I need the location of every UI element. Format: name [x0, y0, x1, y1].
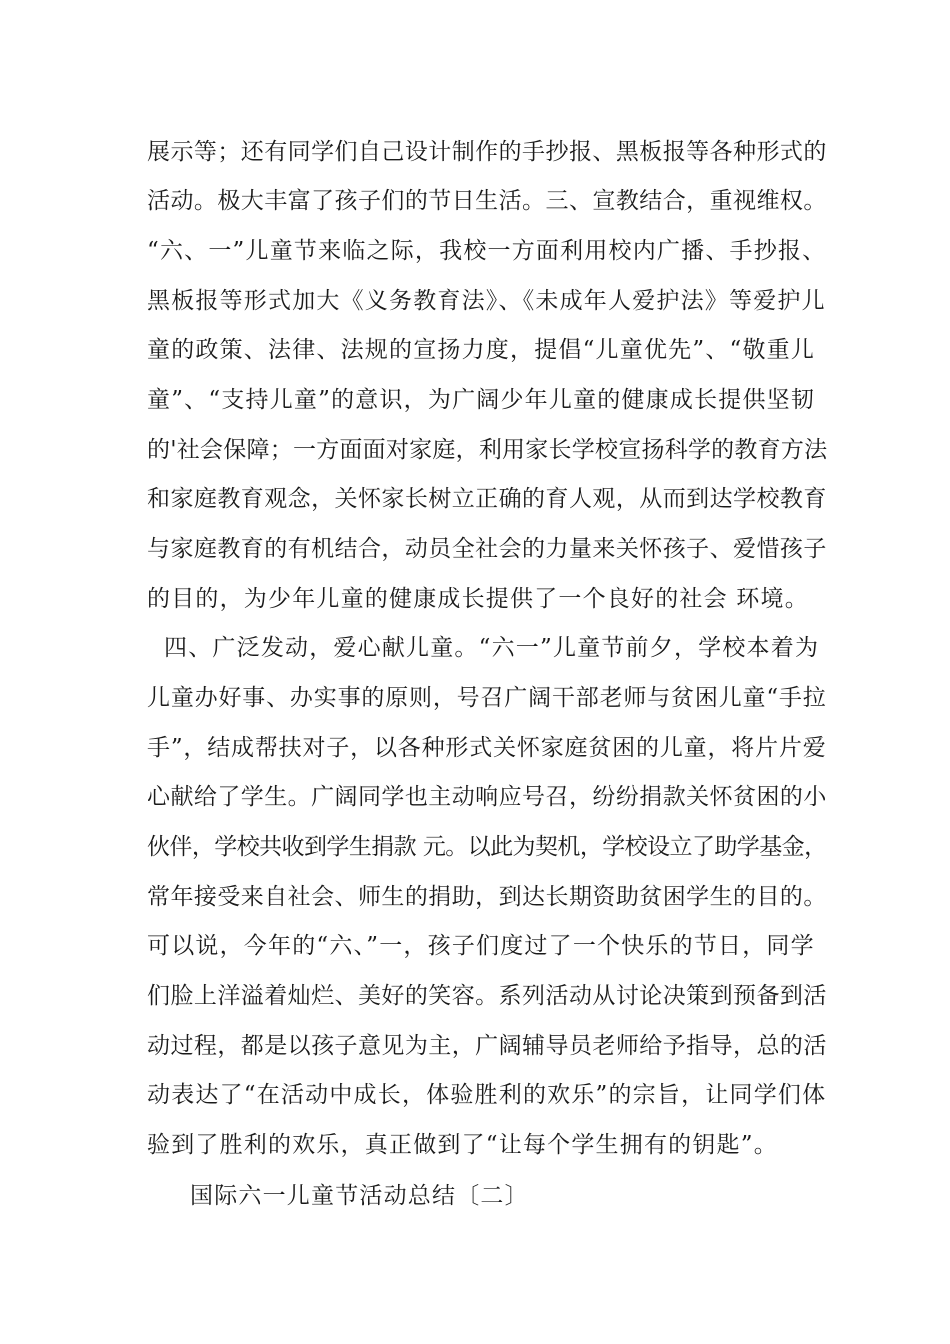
text-line: 验到了胜利的欢乐，真正做到了“让每个学生拥有的钥匙”。 [147, 1132, 778, 1158]
text-line: 可以说，今年的“六、”一，孩子们度过了一个快乐的节日，同学 [147, 933, 815, 959]
text-line: 常年接受来自社会、师生的捐助，到达长期资助贫困学生的目的。 [147, 884, 827, 910]
text-line: 手”，结成帮扶对子，以各种形式关怀家庭贫困的儿童，将片片爱 [147, 735, 827, 761]
text-line: 黑板报等形式加大《义务教育法》、《未成年人爱护法》等爱护儿 [147, 288, 826, 314]
text-line: 四、广泛发动，爱心献儿童。“六一”儿童节前夕，学校本着为 [147, 635, 820, 661]
text-line: 动过程，都是以孩子意见为主，广阔辅导员老师给予指导，总的活 [147, 1033, 827, 1059]
text-line: “六、一”儿童节来临之际，我校一方面利用校内广播、手抄报、 [147, 238, 827, 264]
text-line: 的目的，为少年儿童的健康成长提供了一个良好的社会 环境。 [147, 586, 809, 612]
text-line: 伙伴，学校共收到学生捐款 元。以此为契机，学校设立了助学基金， [147, 834, 827, 860]
section-heading: 国际六一儿童节活动总结〔二〕 [190, 1183, 529, 1209]
text-line: 童”、“支持儿童”的意识，为广阔少年儿童的健康成长提供坚韧 [147, 387, 816, 413]
text-line: 心献给了学生。广阔同学也主动响应号召，纷纷捐款关怀贫困的小 [147, 784, 827, 810]
text-line: 活动。极大丰富了孩子们的节日生活。三、宣教结合，重视维权。 [147, 188, 827, 214]
text-line: 动表达了“在活动中成长，体验胜利的欢乐”的宗旨，让同学们体 [147, 1082, 827, 1108]
text-line: 儿童办好事、办实事的原则，号召广阔干部老师与贫困儿童“手拉 [147, 685, 827, 711]
text-line: 们脸上洋溢着灿烂、美好的笑容。系列活动从讨论决策到预备到活 [147, 983, 827, 1009]
text-line: 的'社会保障；一方面面对家庭，利用家长学校宣扬科学的教育方法 [147, 437, 828, 463]
text-line: 和家庭教育观念，关怀家长树立正确的育人观，从而到达学校教育 [147, 486, 827, 512]
text-line: 童的政策、法律、法规的宣扬力度，提倡“儿童优先”、“敬重儿 [147, 337, 816, 363]
text-line: 展示等；还有同学们自己设计制作的手抄报、黑板报等各种形式的 [147, 139, 827, 165]
text-line: 与家庭教育的有机结合，动员全社会的力量来关怀孩子、爱惜孩子 [147, 536, 827, 562]
